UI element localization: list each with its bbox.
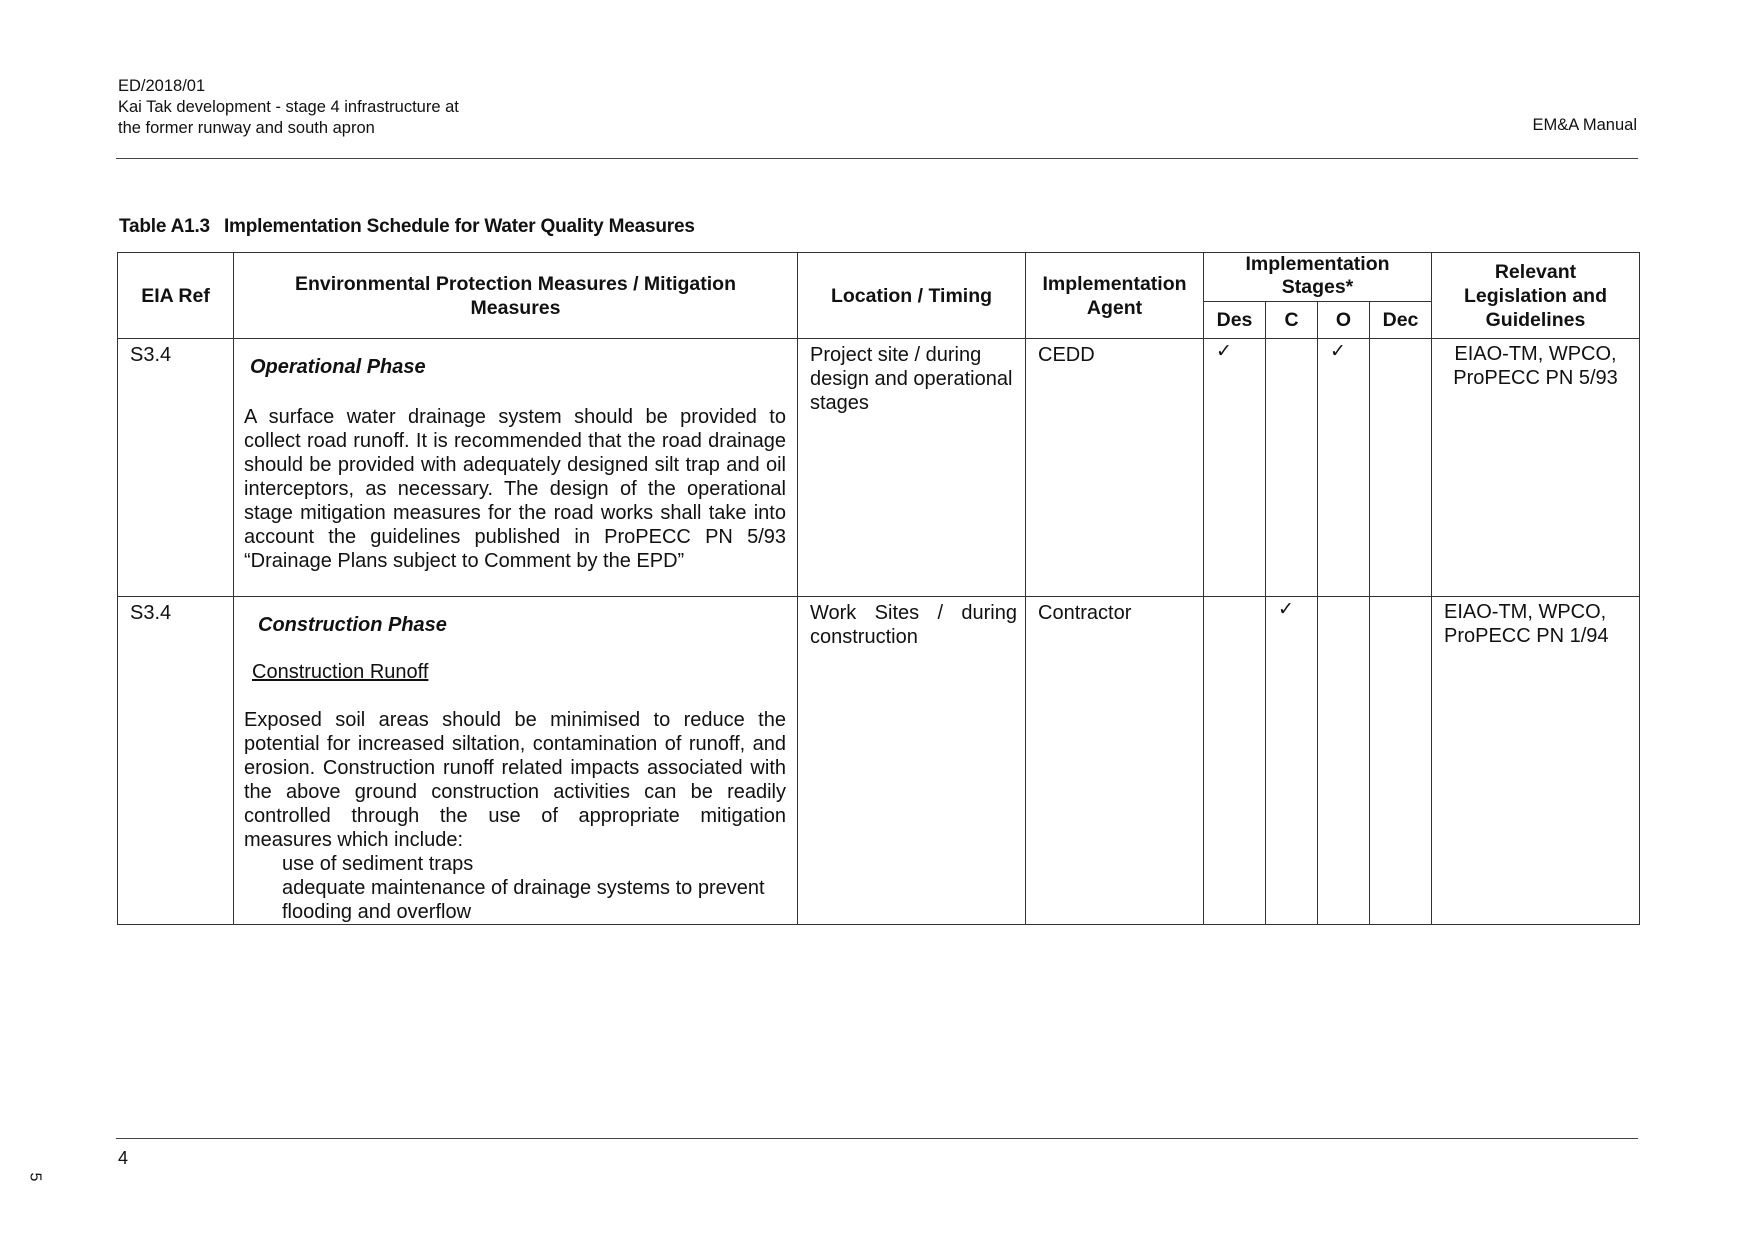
header-stage-des: Des: [1204, 302, 1266, 339]
eia-ref-cell: S3.4: [118, 339, 234, 597]
header-rule: [116, 158, 1638, 159]
stage-o-cell: [1318, 339, 1370, 597]
stage-des-cell: [1204, 339, 1266, 597]
check-icon: ✓: [1330, 341, 1346, 362]
legislation-cell: EIAO-TM, WPCO, ProPECC PN 5/93: [1432, 339, 1640, 597]
bullet-item: adequate maintenance of drainage systems to prevent flooding and overflow: [282, 877, 765, 923]
table-header-row: [118, 253, 1640, 302]
table-caption: [119, 216, 695, 238]
header-location: Location / Timing: [798, 253, 1026, 339]
table-row: [118, 339, 1640, 597]
project-title-line-2: the former runway and south apron: [118, 119, 375, 137]
document-header: [118, 76, 459, 139]
table-number: Table A1.3: [119, 216, 210, 237]
document-code: ED/2018/01: [118, 77, 206, 95]
agent-cell: CEDD: [1026, 339, 1204, 597]
stage-dec-cell: [1370, 597, 1432, 925]
phase-heading: Construction Phase: [258, 614, 447, 636]
project-title-line-1: Kai Tak development - stage 4 infrastructure at: [118, 98, 459, 116]
check-icon: ✓: [1216, 341, 1232, 362]
agent-cell: Contractor: [1026, 597, 1204, 925]
header-eia-ref: EIA Ref: [118, 253, 234, 339]
measure-paragraph: Exposed soil areas should be minimised to reduce the potential for increased siltation, contamination of runoff, and erosion. Construction runoff related impacts associated with the above ground construction activities can be readily controlled through the use of appropriate mitigation measures which include:: [244, 709, 786, 851]
header-legislation: Relevant Legislation and Guidelines: [1432, 253, 1640, 339]
manual-title: EM&A Manual: [1532, 116, 1637, 134]
stage-o-cell: [1318, 597, 1370, 925]
header-agent: Implementation Agent: [1026, 253, 1204, 339]
header-measures: Environmental Protection Measures / Mitigation Measures: [234, 253, 798, 339]
stage-dec-cell: [1370, 339, 1432, 597]
legislation-cell: EIAO-TM, WPCO, ProPECC PN 1/94: [1432, 597, 1640, 925]
page-number: 4: [118, 1148, 129, 1168]
measures-cell: [234, 597, 798, 925]
subheading: Construction Runoff: [252, 661, 429, 683]
check-icon: ✓: [1278, 599, 1294, 620]
phase-heading: Operational Phase: [250, 356, 426, 378]
footer-rule: [116, 1138, 1638, 1139]
eia-ref-cell: S3.4: [118, 597, 234, 925]
header-stage-c: C: [1266, 302, 1318, 339]
table-row: [118, 597, 1640, 925]
bullet-item: use of sediment traps: [282, 853, 474, 875]
header-stages: Implementation Stages*: [1204, 253, 1432, 302]
header-stage-dec: Dec: [1370, 302, 1432, 339]
side-page-number: 5: [26, 1172, 44, 1182]
stage-c-cell: [1266, 339, 1318, 597]
table-title: Implementation Schedule for Water Quality Measures: [223, 216, 695, 237]
stage-des-cell: [1204, 597, 1266, 925]
stage-c-cell: [1266, 597, 1318, 925]
measure-paragraph: A surface water drainage system should be provided to collect road runoff. It is recommended that the road drainage should be provided with adequately designed silt trap and oil interceptors, as necessary. The design of the operational stage mitigation measures for the road works shall take into account the guidelines published in ProPECC PN 5/93 “Drainage Plans subject to Comment by the EPD”: [244, 406, 786, 572]
header-stage-o: O: [1318, 302, 1370, 339]
implementation-schedule-table: [117, 252, 1640, 925]
location-cell: Work Sites / during construction: [798, 597, 1026, 925]
location-cell: Project site / during design and operational stages: [798, 339, 1026, 597]
measures-cell: [234, 339, 798, 597]
